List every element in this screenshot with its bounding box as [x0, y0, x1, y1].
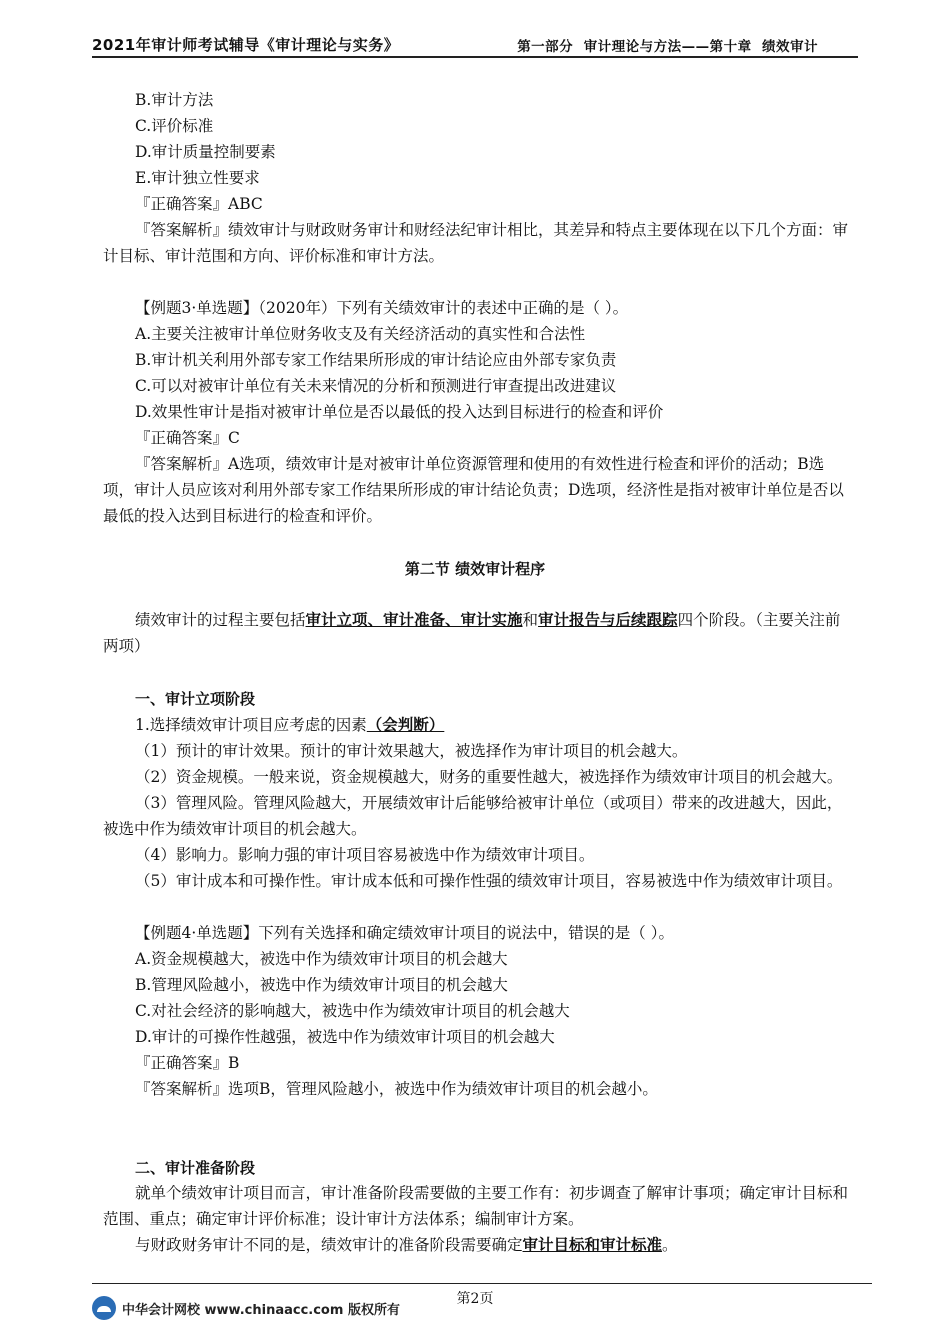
option-c: C.评价标准	[135, 117, 214, 135]
stage-1-heading: 一、审计立项阶段	[135, 690, 256, 708]
example-3-question: 【例题3·单选题】（2020年）下列有关绩效审计的表述中正确的是（ ）。	[135, 299, 629, 317]
example-4-option-a: A.资金规模越大，被选中作为绩效审计项目的机会越大	[135, 950, 508, 968]
factor-heading-emphasis: （会判断）	[366, 716, 445, 734]
header-title: 2021年审计师考试辅导《审计理论与实务》	[92, 36, 400, 54]
intro-text-3: 四个阶段。（主要关注前两项）	[103, 611, 841, 655]
example-4-analysis: 『答案解析』选项B，管理风险越小，被选中作为绩效审计项目的机会越小。	[135, 1080, 658, 1098]
example-4-option-b: B.管理风险越小，被选中作为绩效审计项目的机会越大	[135, 976, 508, 994]
factor-2: （2）资金规模。一般来说，资金规模越大，财务的重要性越大，被选择作为绩效审计项目的机会越大。	[135, 768, 843, 786]
example-4-option-c: C.对社会经济的影响越大，被选中作为绩效审计项目的机会越大	[135, 1002, 570, 1020]
footer-divider	[92, 1283, 872, 1284]
example-4-question: 【例题4·单选题】下列有关选择和确定绩效审计项目的说法中，错误的是（ ）。	[135, 924, 674, 942]
stage-2-paragraph-2	[135, 1235, 678, 1255]
option-d: D.审计质量控制要素	[135, 143, 276, 161]
option-e: E.审计独立性要求	[135, 169, 260, 187]
stage-2-emphasis: 审计目标和审计标准	[522, 1236, 663, 1254]
intro-text-1: 绩效审计的过程主要包括	[135, 611, 306, 629]
stage-2-text: 与财政财务审计不同的是，绩效审计的准备阶段需要确定	[135, 1236, 523, 1254]
answer-1: 『正确答案』ABC	[135, 195, 263, 213]
factor-heading	[135, 715, 444, 735]
stage-2-paragraph-1: 就单个绩效审计项目而言，审计准备阶段需要做的主要工作有：初步调查了解审计事项；确定审计目标和范围、重点；确定审计评价标准；设计审计方法体系；编制审计方案。	[103, 1184, 849, 1228]
page-number: 第2页	[456, 1291, 494, 1307]
section-title: 第二节 绩效审计程序	[404, 560, 546, 578]
section-intro	[103, 607, 853, 659]
brand-logo-icon	[92, 1296, 116, 1320]
footer-brand[interactable]	[92, 1296, 400, 1320]
stage-2-text-end: 。	[662, 1236, 678, 1254]
example-3-option-c: C.可以对被审计单位有关未来情况的分析和预测进行审查提出改进建议	[135, 377, 617, 395]
stage-2-heading: 二、审计准备阶段	[135, 1159, 256, 1177]
header-chapter: 第一部分 审计理论与方法——第十章 绩效审计	[517, 39, 818, 55]
analysis-1: 『答案解析』绩效审计与财政财务审计和财经法纪审计相比，其差异和特点主要体现在以下几个方面：审计目标、审计范围和方向、评价标准和审计方法。	[103, 221, 849, 265]
example-3-option-a: A.主要关注被审计单位财务收支及有关经济活动的真实性和合法性	[135, 325, 586, 343]
intro-emphasis-1: 审计立项、审计准备、审计实施	[305, 611, 523, 629]
factor-1: （1）预计的审计效果。预计的审计效果越大，被选择作为审计项目的机会越大。	[135, 742, 688, 760]
example-3-option-b: B.审计机关利用外部专家工作结果所形成的审计结论应由外部专家负责	[135, 351, 617, 369]
factor-heading-text: 1.选择绩效审计项目应考虑的因素	[135, 716, 367, 734]
example-3-answer: 『正确答案』C	[135, 429, 240, 447]
factor-5: （5）审计成本和可操作性。审计成本低和可操作性强的绩效审计项目，容易被选中作为绩效审计项目。	[135, 872, 843, 890]
example-3-analysis: 『答案解析』A选项，绩效审计是对被审计单位资源管理和使用的有效性进行检查和评价的活动；B选项，审计人员应该对利用外部专家工作结果所形成的审计结论负责；D选项，经济性是指对被审计单位是否以最低的投入达到目标进行的检查和评价。	[103, 455, 844, 525]
intro-emphasis-2: 审计报告与后续跟踪	[538, 611, 678, 629]
factor-3: （3）管理风险。管理风险越大，开展绩效审计后能够给被审计单位（或项目）带来的改进越大，因此，被选中作为绩效审计项目的机会越大。	[103, 794, 843, 838]
brand-text: 中华会计网校 www.chinaacc.com 版权所有	[122, 1302, 400, 1318]
factor-4: （4）影响力。影响力强的审计项目容易被选中作为绩效审计项目。	[135, 846, 595, 864]
option-b: B.审计方法	[135, 91, 214, 109]
page-header	[92, 30, 858, 58]
intro-text-2: 和	[522, 611, 539, 629]
example-4-answer: 『正确答案』B	[135, 1054, 240, 1072]
example-4-option-d: D.审计的可操作性越强，被选中作为绩效审计项目的机会越大	[135, 1028, 555, 1046]
example-3-option-d: D.效果性审计是指对被审计单位是否以最低的投入达到目标进行的检查和评价	[135, 403, 664, 421]
